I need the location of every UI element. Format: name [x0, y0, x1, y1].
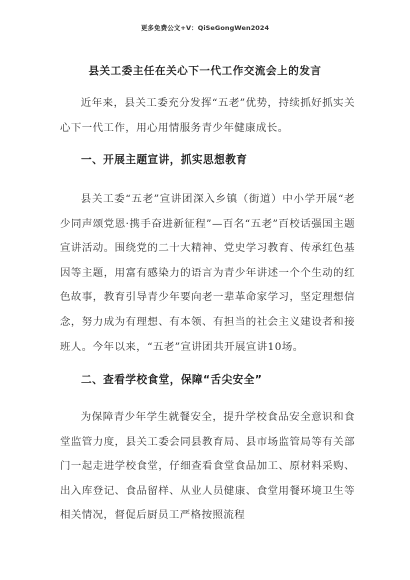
- document-title: 县关工委主任在关心下一代工作交流会上的发言: [88, 65, 322, 77]
- intro-paragraph: 近年来，县关工委充分发挥“五老”优势，持续抓好抓实关心下一代工作，用心用情服务青少年健康成长。: [60, 97, 355, 134]
- section-heading-1: 一、开展主题宣讲，抓实思想教育: [81, 154, 248, 166]
- section-heading-2: 二、查看学校食堂，保障“舌尖安全”: [81, 374, 263, 386]
- section-body-1: 县关工委“五老”宣讲团深入乡镇（街道）中小学开展“老少同声颂党恩·携手奋进新征程”—百名“五老”百校话强国主题宣讲活动。围绕党的二十大精神、党史学习教育、传承红色基因等主题，用富有感染力的语言为青少年讲述一个个生动的红色故事，教育引导青少年要向老一辈革命家学习，坚定理想信念，努力成为有理想、有本领、有担当的社会主义建设者和接班人。今年以来，“五老”宣讲团共开展宣讲10场。: [60, 193, 355, 353]
- section-body-2: 为保障青少年学生就餐安全，提升学校食品安全意识和食堂监管力度，县关工委会同县教育局、县市场监管局等有关部门一起走进学校食堂，仔细查看食堂食品加工、原材料采购、出入库登记、食品留样、从业人员健康、食堂用餐环境卫生等相关情况，督促后厨员工严格按照流程: [60, 411, 355, 522]
- watermark-text: 更多免费公文+V：QiSeGongWen2024: [140, 24, 270, 32]
